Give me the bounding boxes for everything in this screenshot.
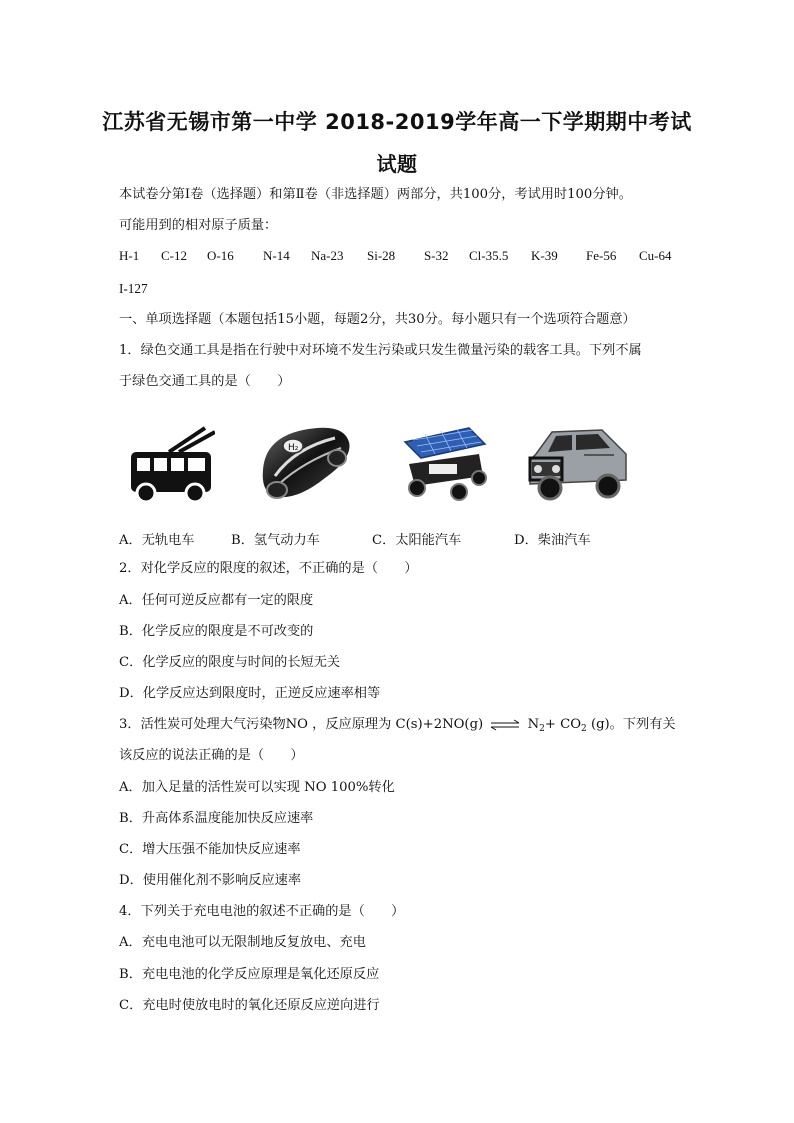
question-4-option-c: C．充电时使放电时的氧化还原反应逆向进行 bbox=[119, 998, 380, 1013]
atomic-mass: N-14 bbox=[263, 248, 290, 263]
atomic-mass: H-1 bbox=[119, 248, 140, 263]
diesel-suv-image bbox=[522, 424, 632, 506]
question-1-option-c: C．太阳能汽车 bbox=[372, 533, 462, 548]
question-1-stem-line2: 于绿色交通工具的是（ ） bbox=[119, 374, 291, 389]
question-3-option-c: C．增大压强不能加快反应速率 bbox=[119, 842, 301, 857]
svg-text:H₂: H₂ bbox=[288, 443, 299, 453]
question-3-option-a: A．加入足量的活性炭可以实现 NO 100%转化 bbox=[119, 780, 395, 795]
question-4-option-a: A．充电电池可以无限制地反复放电、充电 bbox=[119, 935, 366, 950]
exam-intro: 本试卷分第Ⅰ卷（选择题）和第Ⅱ卷（非选择题）两部分，共100分，考试用时100分钟。 bbox=[119, 187, 632, 202]
solar-car-image bbox=[399, 424, 491, 504]
question-3-stem-line1 bbox=[119, 716, 676, 738]
subscript: 2 bbox=[581, 724, 587, 734]
question-3-stem-line2: 该反应的说法正确的是（ ） bbox=[119, 748, 304, 763]
question-1-option-d: D．柴油汽车 bbox=[514, 533, 591, 548]
exam-subtitle: 试题 bbox=[376, 152, 418, 176]
question-1-option-a: A．无轨电车 bbox=[119, 533, 195, 548]
question-1-images bbox=[0, 410, 794, 520]
atomic-masses-label: 可能用到的相对原子质量： bbox=[119, 218, 278, 233]
atomic-mass: Si-28 bbox=[367, 248, 396, 263]
question-3-stem-end: (g)。下列有关 bbox=[586, 717, 676, 732]
atomic-mass: O-16 bbox=[207, 248, 234, 263]
atomic-mass: Fe-56 bbox=[586, 248, 617, 263]
question-3-product-co: + CO bbox=[544, 717, 582, 732]
atomic-mass: Cu-64 bbox=[639, 248, 672, 263]
reversible-arrow-icon bbox=[490, 719, 520, 731]
question-3-option-d: D．使用催化剂不影响反应速率 bbox=[119, 873, 302, 888]
question-2-option-a: A．任何可逆反应都有一定的限度 bbox=[119, 593, 314, 608]
question-1-stem-line1: 1．绿色交通工具是指在行驶中对环境不发生污染或只发生微量污染的载客工具。下列不属 bbox=[119, 343, 642, 358]
subscript: 2 bbox=[539, 724, 545, 734]
question-4-stem: 4．下列关于充电电池的叙述不正确的是（ ） bbox=[119, 904, 405, 919]
section-heading: 一、单项选择题（本题包括15小题，每题2分，共30分。每小题只有一个选项符合题意） bbox=[119, 312, 636, 327]
question-2-stem: 2．对化学反应的限度的叙述，不正确的是（ ） bbox=[119, 561, 418, 576]
question-2-option-d: D．化学反应达到限度时，正逆反应速率相等 bbox=[119, 686, 381, 701]
question-4-option-b: B．充电电池的化学反应原理是氧化还原反应 bbox=[119, 967, 380, 982]
question-2-option-b: B．化学反应的限度是不可改变的 bbox=[119, 624, 314, 639]
question-3-product-n: N bbox=[527, 717, 540, 732]
atomic-mass: K-39 bbox=[531, 248, 558, 263]
question-1-option-b: B．氢气动力车 bbox=[231, 533, 320, 548]
trolleybus-icon bbox=[129, 426, 215, 504]
question-2-option-c: C．化学反应的限度与时间的长短无关 bbox=[119, 655, 341, 670]
hydrogen-car-image bbox=[255, 418, 355, 504]
atomic-mass: C-12 bbox=[161, 248, 187, 263]
atomic-mass: S-32 bbox=[424, 248, 449, 263]
question-3-stem-start: 3．活性炭可处理大气污染物NO ，反应原理为 C(s)+2NO(g) bbox=[119, 717, 484, 732]
exam-title: 江苏省无锡市第一中学 2018-2019学年高一下学期期中考试 bbox=[102, 110, 692, 134]
question-3-option-b: B．升高体系温度能加快反应速率 bbox=[119, 811, 314, 826]
atomic-mass: I-127 bbox=[119, 281, 148, 296]
atomic-mass: Na-23 bbox=[311, 248, 344, 263]
atomic-mass: Cl-35.5 bbox=[469, 248, 509, 263]
atomic-masses-list bbox=[119, 248, 679, 266]
